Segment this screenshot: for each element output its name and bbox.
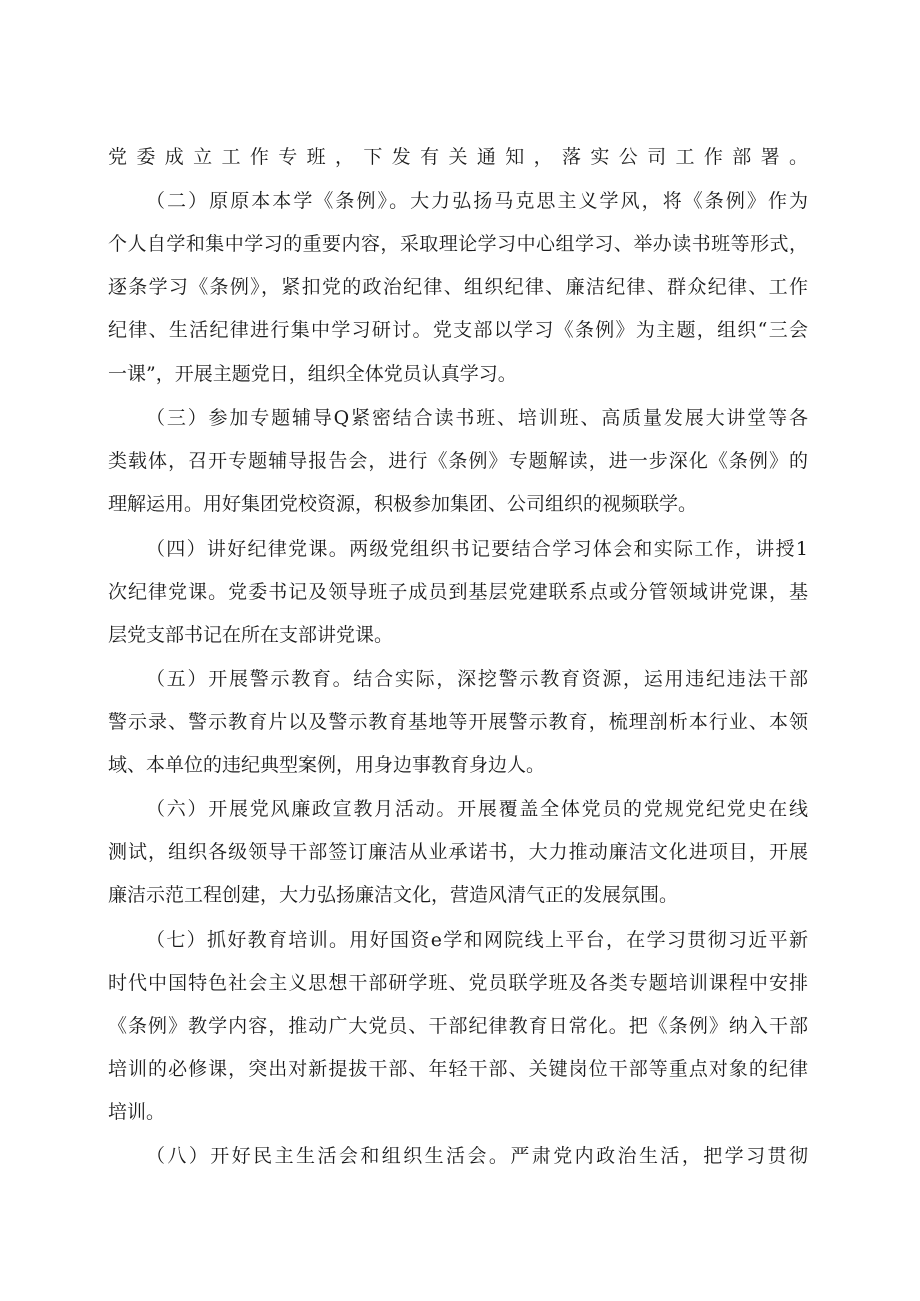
text-line: 警示录、警示教育片以及警示教育基地等开展警示教育，梳理剖析本行业、本领 [108, 711, 808, 733]
text-line: 培训的必修课，突出对新提拔干部、年轻干部、关键岗位干部等重点对象的纪律 [108, 1058, 808, 1080]
text-line: 一课”，开展主题党日，组织全体党员认真学习。 [108, 363, 517, 385]
text-line: （七）抓好教育培训。用好国资e学和网院线上平台，在学习贯彻习近平新 [146, 929, 808, 951]
text-line: 逐条学习《条例》，紧扣党的政治纪律、组织纪律、廉洁纪律、群众纪律、工作 [108, 276, 808, 298]
text-line: 测试，组织各级领导干部签订廉洁从业承诺书，大力推动廉洁文化进项目，开展 [108, 841, 808, 863]
text-line: 次纪律党课。党委书记及领导班子成员到基层党建联系点或分管领域讲党课，基 [108, 581, 808, 603]
text-line: （四）讲好纪律党课。两级党组织书记要结合学习体会和实际工作，讲授1 [146, 538, 808, 560]
text-line: 类载体，召开专题辅导报告会，进行《条例》专题解读，进一步深化《条例》的 [108, 450, 808, 472]
text-line: 廉洁示范工程创建，大力弘扬廉洁文化，营造风清气正的发展氛围。 [108, 884, 679, 906]
text-line: （五）开展警示教育。结合实际，深挖警示教育资源，运用违纪违法干部 [146, 668, 808, 690]
text-line: 党委成立工作专班，下发有关通知，落实公司工作部署。 [108, 146, 808, 168]
text-line: （三）参加专题辅导Q紧密结合读书班、培训班、高质量发展大讲堂等各 [146, 407, 808, 429]
text-line: （六）开展党风廉政宣教月活动。开展覆盖全体党员的党规党纪党史在线 [146, 798, 808, 820]
text-line: 《条例》教学内容，推动广大党员、干部纪律教育日常化。把《条例》纳入干部 [108, 1015, 808, 1037]
text-line: 个人自学和集中学习的重要内容，采取理论学习中心组学习、举办读书班等形式， [108, 233, 808, 255]
text-line: （八）开好民主生活会和组织生活会。严肃党内政治生活，把学习贯彻 [146, 1145, 808, 1167]
text-line: 时代中国特色社会主义思想干部研学班、党员联学班及各类专题培训课程中安排 [108, 972, 808, 994]
text-line: 理解运用。用好集团党校资源，积极参加集团、公司组织的视频联学。 [108, 493, 698, 515]
text-line: 域、本单位的违纪典型案例，用身边事教育身边人。 [108, 754, 546, 776]
text-line: （二）原原本本学《条例》。大力弘扬马克思主义学风，将《条例》作为 [146, 190, 808, 212]
text-line: 层党支部书记在所在支部讲党课。 [108, 624, 394, 646]
text-line: 纪律、生活纪律进行集中学习研讨。党支部以学习《条例》为主题，组织“三会 [108, 319, 808, 341]
text-line: 培训。 [108, 1101, 166, 1123]
